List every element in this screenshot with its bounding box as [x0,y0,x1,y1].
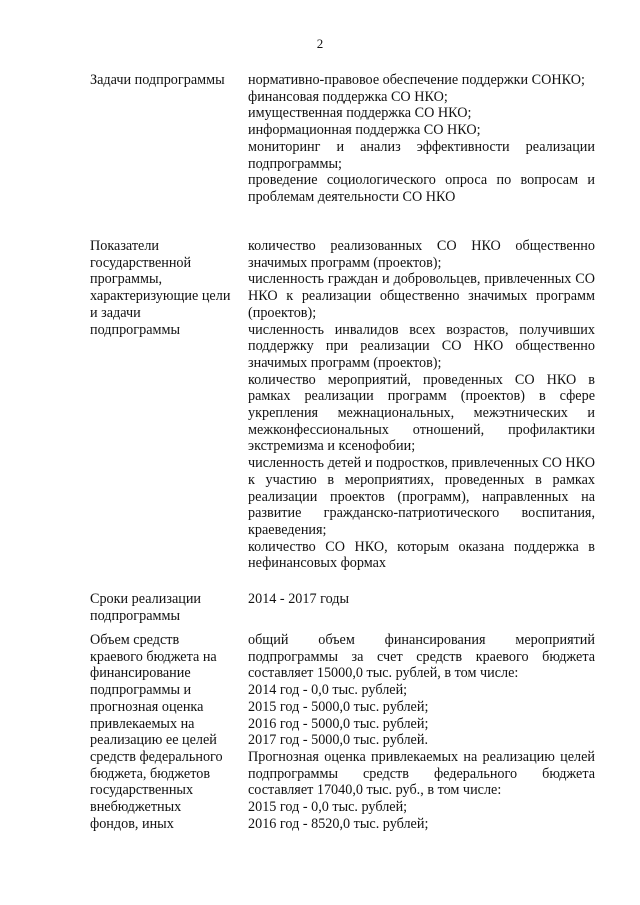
label-line: прогнозная оценка [90,698,204,715]
content-paragraph: финансовая поддержка СО НКО; [248,88,448,105]
content-paragraph: 2014 - 2017 годы [248,591,350,607]
label-line: государственной [90,254,192,271]
row-content [248,238,595,572]
row-label [90,238,248,572]
table-row [90,238,595,572]
label-line: Задачи подпрограммы [90,72,225,88]
content-paragraph: проведение социологического опроса по вопросам и проблемам деятельности СО НКО [248,172,595,205]
label-line: фондов, иных [90,815,174,832]
label-line: внебюджетных [90,799,182,816]
content-paragraph: численность детей и подростков, привлеченных СО НКО к участию в мероприятиях, проведенных в рамках реализации проектов (программ), направленных на развитие гражданско-патриотического воспитания, краеведения; [248,455,595,538]
label-line: подпрограммы [90,321,180,338]
label-line: Сроки реализации [90,591,202,607]
row-label [90,632,248,832]
row-label [90,591,248,624]
content-paragraph: численность граждан и добровольцев, привлеченных СО НКО к реализации общественно значимых программ (проектов); [248,271,595,321]
table-row [90,632,595,832]
table-row [90,72,595,206]
label-line: подпрограммы [90,607,180,624]
content-paragraph: мониторинг и анализ эффективности реализации подпрограммы; [248,138,595,172]
label-line: средств федерального [90,748,223,765]
table-row [90,591,595,624]
row-content [248,72,595,206]
label-line: подпрограммы и [90,682,192,699]
content-paragraph: численность инвалидов всех возрастов, получивших поддержку при реализации СО НКО общественно значимых программ (проектов); [248,321,595,371]
label-line: Показатели [90,238,160,254]
label-line: финансирование [90,665,191,682]
content-paragraph: 2016 год - 8520,0 тыс. рублей; [248,815,429,832]
content-paragraph: количество мероприятий, проведенных СО НКО в рамках реализации программ (проектов) в сфере укрепления межнациональных, межэтнических и межконфессиональных отношений, профилактики экстремизма и ксенофобии; [248,371,595,455]
label-line: государственных [90,782,194,799]
row-content [248,591,595,624]
content-paragraph: общий объем финансирования мероприятий подпрограммы за счет средств краевого бюджета составляет 15000,0 тыс. рублей, в том числе: [248,632,595,682]
content-paragraph: 2016 год - 5000,0 тыс. рублей; [248,715,429,732]
label-line: краевого бюджета на [90,648,217,665]
content-paragraph: имущественная поддержка СО НКО; [248,105,472,122]
content-paragraph: 2015 год - 5000,0 тыс. рублей; [248,698,429,715]
label-line: привлекаемых на [90,715,195,732]
content-paragraph: Прогнозная оценка привлекаемых на реализацию целей подпрограммы средств федерального бюджета составляет 17040,0 тыс. руб., в том числе: [248,748,595,799]
label-line: бюджета, бюджетов [90,765,211,782]
content-paragraph: нормативно-правовое обеспечение поддержки СОНКО; [248,72,585,88]
label-line: Объем средств [90,632,180,648]
content-paragraph: информационная поддержка СО НКО; [248,122,481,139]
content-paragraph: 2017 год - 5000,0 тыс. рублей. [248,732,428,749]
content-paragraph: количество реализованных СО НКО общественно значимых программ (проектов); [248,238,595,271]
content-paragraph: 2014 год - 0,0 тыс. рублей; [248,682,408,699]
row-content [248,632,595,832]
label-line: программы, [90,271,163,288]
row-label [90,72,248,206]
label-line: характеризующие цели [90,288,231,305]
content-paragraph: 2015 год - 0,0 тыс. рублей; [248,799,408,816]
page-number: 2 [316,36,324,51]
label-line: и задачи [90,304,141,321]
content-paragraph: количество СО НКО, которым оказана поддержка в нефинансовых формах [248,538,595,572]
label-line: реализацию ее целей [90,732,217,749]
